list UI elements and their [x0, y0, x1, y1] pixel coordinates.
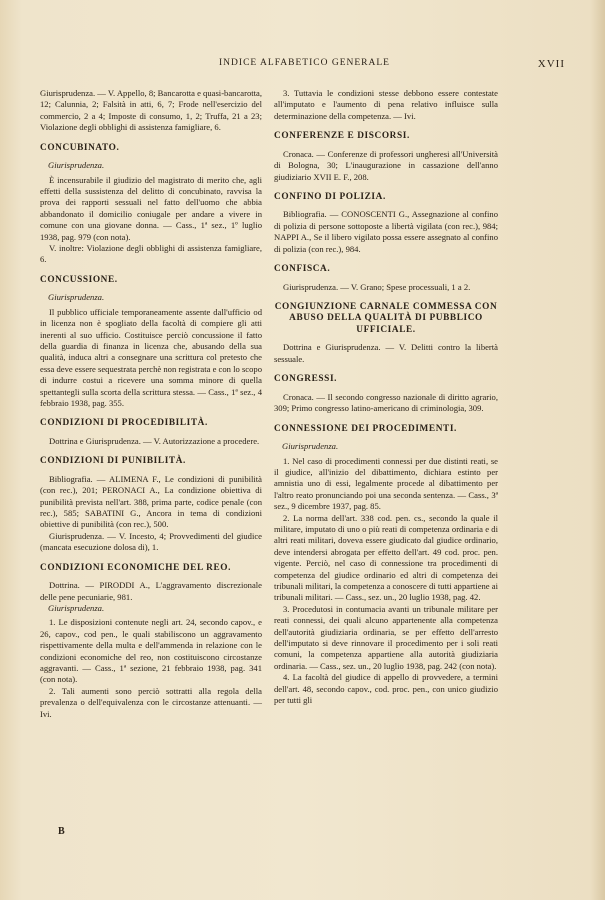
entry-text: 1. Le disposizioni contenute negli art. 24, secondo capov., e 26, capov., cod pen., le quali stabiliscono un aggravamento rispettivamente della multa e dell'ammenda in relazione con le condizioni economiche del reo, non costituiscono circostanze aggravanti. — Cass., 1ª sezione, 21 febbraio 1938, pag. 341 (con nota).: [40, 617, 262, 685]
entry-connessione: [274, 424, 498, 707]
entry-text: Bibliografia. — ALIMENA F., Le condizioni di punibilità (con rec.), 201; PERONACI A., La condizione obiettiva di punibilità prevista nell'art. 388, prima parte, codice penale (con rec.), 585; SABATINI G., Ancora in tema di condizioni obiettive di punibilità (con rec.), 500.: [40, 473, 262, 530]
entry-text: 2. La norma dell'art. 338 cod. pen. cs., secondo la quale il militare, imputato di uno o più reati di competenza ordinaria e di altri reati militari, doveva essere giudicato dal giudice ordinario, deve intendersi abrogata per effetto dell'art. 49 cod. proc. pen. vigente. Perciò, nel caso di connessione tra procedimenti di competenza del giudice ordinario ed altri di competenza dei tribunali militari, la competenza a conoscere di tutti appartiene ai tribunali militari. — Cass., sez. un., 20 luglio 1938, pag. 42.: [274, 512, 498, 603]
entry-text: 3. Procedutosi in contumacia avanti un tribunale militare per reati connessi, dei quali alcuno appartenente alla competenza dell'autorità giudiziaria ordinaria, se per effetto dell'arresto dell'imputato si deve rinnovare il procedimento per i soli reati comuni, la competenza appartiene alla autorità giudiziaria ordinaria. — Cass., sez. un., 20 luglio 1938, pag. 242 (con nota).: [274, 603, 498, 671]
entry-heading: CONGIUNZIONE CARNALE COMMESSA CON ABUSO DELLA QUALITÀ DI PUBBLICO UFFICIALE.: [274, 301, 498, 335]
entry-text: Cronaca. — Conferenze di professori ungheresi all'Università di Bologna, 30; L'inaugurazione in cassazione dell'anno giudiziario XVII E. F., 208.: [274, 148, 498, 182]
entry-heading: CONDIZIONI DI PROCEDIBILITÀ.: [40, 418, 208, 429]
entry-concubinato: [40, 143, 262, 266]
entry-subheading: Giurisprudenza.: [48, 292, 105, 303]
continued-entry: [274, 88, 498, 122]
entry-text: Giurisprudenza. — V. Grano; Spese processuali, 1 a 2.: [283, 281, 471, 292]
entry-heading: CONGRESSI.: [274, 374, 338, 385]
entry-text: Il pubblico ufficiale temporaneamente assente dall'ufficio od in licenza non è spogliato della facoltà di compiere gli atti inerenti al suo ufficio. Costituisce perciò concussione il fatto della guardia di finanza in licenza che, abusando della sua qualità, induca altri a consegnare una scrittura col pretesto che essa deve essere sequestrata perchè non registrata e con lo scopo di indurre costui a ricevere una somma minore di quella spettantegli sulla scorta della scrittura stessa. — Cass., 1ª sez., 4 febbraio 1938, pag. 355.: [40, 306, 262, 408]
entry-text: Dottrina. — PIRODDI A., L'aggravamento discrezionale delle pene pecuniarie, 981.: [40, 580, 262, 602]
entry-text: Bibliografia. — CONOSCENTI G., Assegnazione al confino di polizia di persone sottoposte a libertà vigilata (con rec.), 984; NAPPI A., Se il libero vigilato possa essere assegnato al confino di polizia (con rec.), 984.: [274, 209, 498, 254]
entry-heading: CONDIZIONI DI PUNIBILITÀ.: [40, 456, 186, 467]
entry-condizioni-economiche: [40, 563, 262, 720]
right-column: [274, 88, 498, 711]
entry-heading: CONDIZIONI ECONOMICHE DEL REO.: [40, 562, 232, 573]
entry-text: 2. Tali aumenti sono perciò sottratti alla regola della prevalenza o dell'equivalenza con le circostanze attenuanti. — Ivi.: [40, 685, 262, 719]
page-number: XVII: [537, 58, 565, 70]
entry-text: Giurisprudenza. — V. Incesto, 4; Provvedimenti del giudice (mancata esecuzione dolosa di), 1.: [40, 530, 262, 553]
entry-concussione: [40, 275, 262, 410]
entry-heading: CONNESSIONE DEI PROCEDIMENTI.: [274, 423, 457, 434]
entry-punibilita: [40, 456, 262, 553]
entry-text: 4. La facoltà del giudice di appello di provvedere, a termini dell'art. 48, secondo capov., cod. proc. pen., con unico giudizio per tutti gli: [274, 672, 498, 706]
page-header: [44, 58, 565, 72]
entry-text: Giurisprudenza. — V. Appello, 8; Bancarotta e quasi-bancarotta, 12; Calunnia, 2; Falsità in atti, 6, 7; Frode nell'esercizio del commercio, 2 a 4; Imposte di consumo, 1, 2; Truffa, 21 a 23; Violazione degli obblighi di assistenza famigliare, 6.: [40, 88, 262, 133]
entry-text: Cronaca. — Il secondo congresso nazionale di diritto agrario, 309; Primo congresso latino-americano di criminologia, 309.: [274, 391, 498, 414]
entry-subheading: Giurisprudenza.: [282, 441, 339, 452]
entry-congiunzione: [274, 302, 498, 365]
entry-procedibilita: [40, 418, 262, 447]
entry-subheading: Giurisprudenza.: [48, 160, 105, 171]
entry-subheading: Giurisprudenza.: [48, 602, 105, 613]
entry-text: Dottrina e Giurisprudenza. — V. Delitti contro la libertà sessuale.: [274, 342, 498, 364]
entry-heading: CONFERENZE E DISCORSI.: [274, 131, 410, 142]
left-column: [40, 88, 262, 725]
entry-text: V. inoltre: Violazione degli obblighi di assistenza famigliare, 6.: [40, 242, 262, 265]
entry-text: Dottrina e Giurisprudenza. — V. Autorizzazione a procedere.: [49, 435, 260, 446]
entry-confino: [274, 192, 498, 255]
entry-text: 1. Nel caso di procedimenti connessi per due distinti reati, se il giudice, all'inizio del dibattimento, dichiara estinto per amnistia uno di essi, legalmente procede al dibattimento per l'altro reato pronunciando poi una seconda sentenza. — Cass., 3ª sez., 9 dicembre 1937, pag. 85.: [274, 455, 498, 512]
entry-confisca: [274, 264, 498, 293]
entry-heading: CONCUBINATO.: [40, 142, 120, 153]
entry-text: 3. Tuttavia le condizioni stesse debbono essere contestate all'imputato e l'aumento di pena relativo influisce sulla determinazione della competenza. — Ivi.: [274, 88, 498, 121]
continued-entry: [40, 88, 262, 134]
signature-letter: B: [58, 826, 65, 837]
entry-congressi: [274, 374, 498, 414]
entry-heading: CONFINO DI POLIZIA.: [274, 191, 386, 202]
running-title: INDICE ALFABETICO GENERALE: [219, 58, 390, 68]
entry-conferenze: [274, 131, 498, 183]
entry-heading: CONCUSSIONE.: [40, 274, 118, 285]
entry-heading: CONFISCA.: [274, 264, 331, 275]
entry-text: È incensurabile il giudizio del magistrato di merito che, agli effetti della sussistenza del delitto di concubinato, ravvisa la prova dei rapporti sessuali nel fatto dell'uomo che abbia abbandonato il domicilio coniugale per andare a vivere in comune con una giovane donna. — Cass., 1ª sez., 1º luglio 1938, pag. 979 (con nota).: [40, 174, 262, 242]
